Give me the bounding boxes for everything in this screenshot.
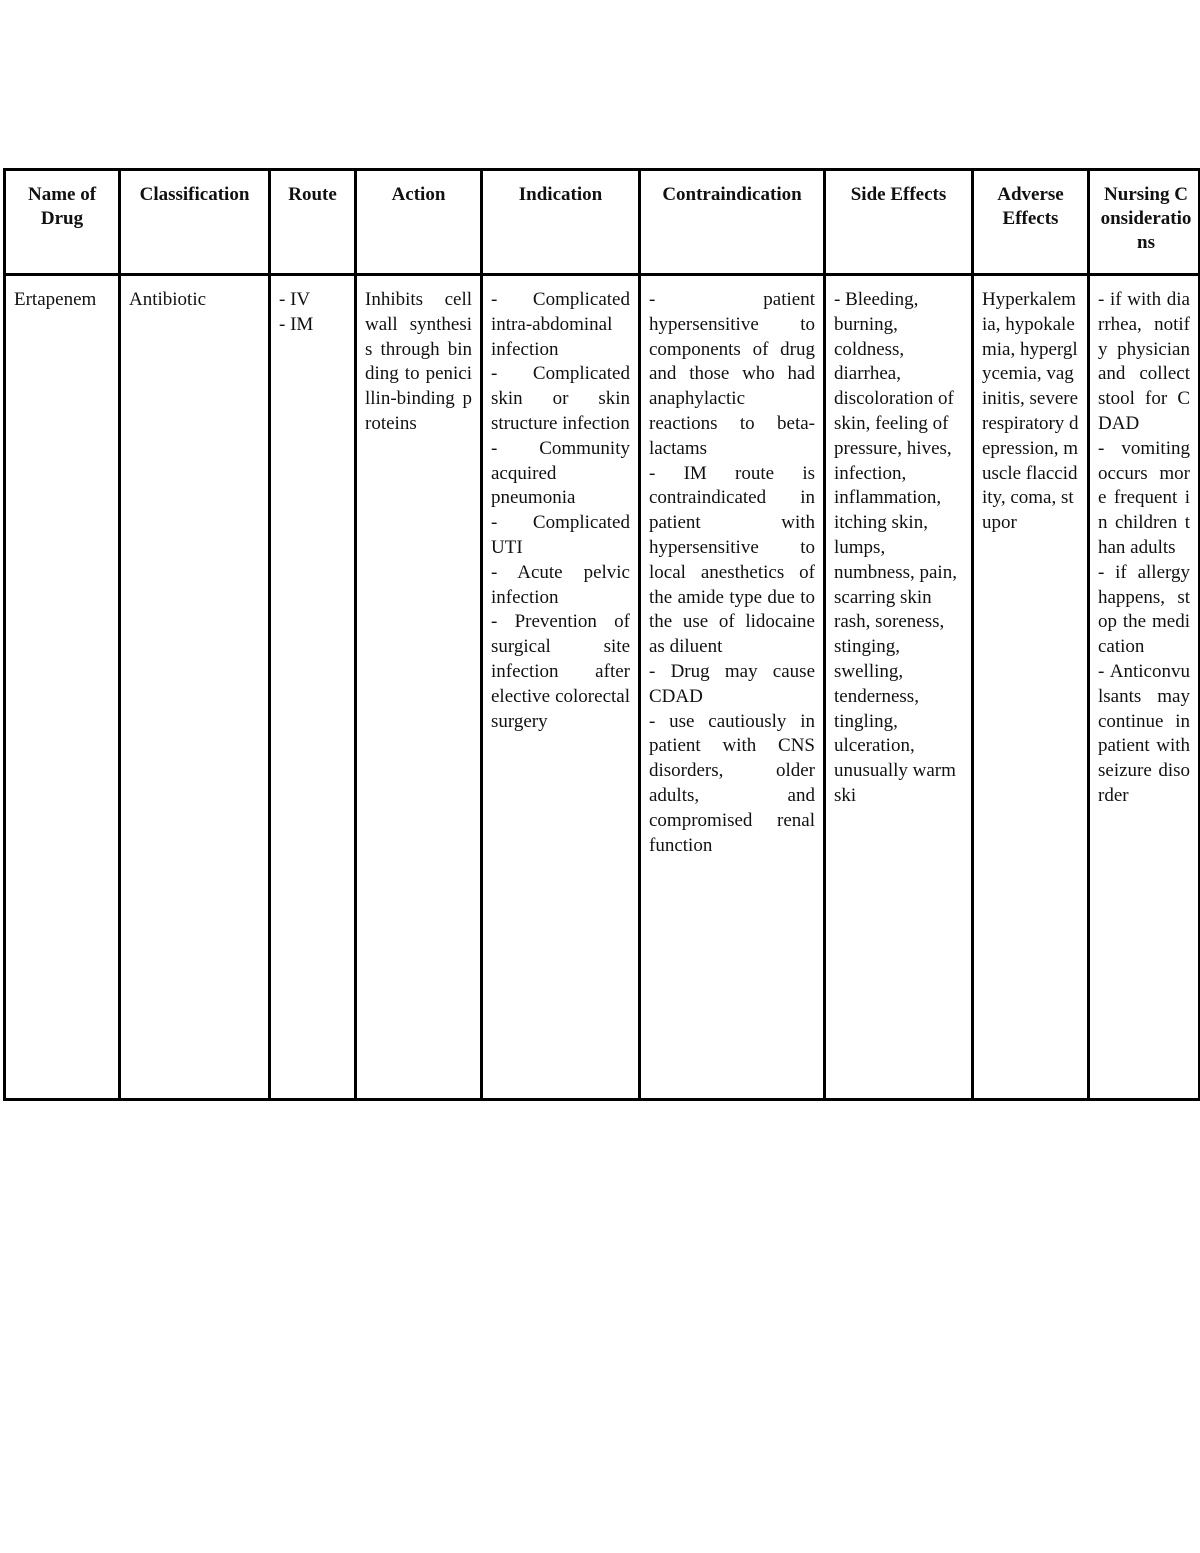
cell-drug-name: Ertapenem: [5, 275, 120, 1100]
contraindication-item: - patient hypersensitive to components of drug and those who had anaphylactic reactions to beta-lactams: [649, 289, 815, 459]
cell-adverse-effects: Hyperkalemia, hypokalemia, hyperglycemia, vaginitis, severe respiratory depression, muscle flaccidity, coma, stupor: [973, 275, 1089, 1100]
header-action: Action: [356, 170, 482, 275]
contraindication-item: - IM route is contraindicated in patient with hypersensitive to local anesthetics of the amide type due to the use of lidocaine as diluent: [649, 462, 815, 658]
contraindication-item: - Drug may cause CDAD: [649, 660, 815, 707]
cell-route: [270, 275, 356, 1100]
header-nursing-considerations: Nursing Considerations: [1089, 170, 1200, 275]
header-indication: Indication: [482, 170, 640, 275]
route-iv: - IV: [279, 289, 311, 310]
indication-item: - Prevention of surgical site infection after elective colorectal surgery: [491, 611, 630, 732]
nursing-item: - if allergy happens, stop the medication: [1098, 561, 1190, 658]
nursing-item: - vomiting occurs more frequent in children than adults: [1098, 437, 1190, 558]
header-side-effects: Side Effects: [825, 170, 973, 275]
indication-item: - Complicated intra-abdominal infection: [491, 289, 630, 360]
cell-classification: Antibiotic: [120, 275, 270, 1100]
drug-table: [3, 168, 1200, 1101]
nursing-item: - Anticonvulsants may continue in patient with seizure disorder: [1098, 660, 1190, 806]
header-classification: Classification: [120, 170, 270, 275]
contraindication-item: - use cautiously in patient with CNS disorders, older adults, and compromised renal function: [649, 710, 815, 856]
indication-item: - Community acquired pneumonia: [491, 437, 630, 509]
header-row: [5, 170, 1200, 275]
table-row: [5, 275, 1200, 1100]
cell-action: Inhibits cell wall synthesis through binding to penicillin-binding proteins: [356, 275, 482, 1100]
cell-contraindication: [640, 275, 825, 1100]
indication-item: - Complicated skin or skin structure infection: [491, 363, 630, 434]
header-contraindication: Contraindication: [640, 170, 825, 275]
route-im: - IM: [279, 313, 314, 335]
cell-nursing-considerations: [1089, 275, 1200, 1100]
cell-indication: [482, 275, 640, 1100]
header-name-of-drug: Name of Drug: [5, 170, 120, 275]
header-route: Route: [270, 170, 356, 275]
indication-item: - Acute pelvic infection: [491, 561, 630, 608]
cell-side-effects: - Bleeding, burning, coldness, diarrhea, discoloration of skin, feeling of pressure, hives, infection, inflammation, itching skin, lumps, numbness, pain, scarring skin rash, soreness, stinging, swelling, tenderness, tingling, ulceration, unusually warm ski: [825, 275, 973, 1100]
nursing-item: - if with diarrhea, notify physician and collect stool for CDAD: [1098, 289, 1190, 434]
header-adverse-effects: Adverse Effects: [973, 170, 1089, 275]
indication-item: - Complicated UTI: [491, 512, 630, 558]
